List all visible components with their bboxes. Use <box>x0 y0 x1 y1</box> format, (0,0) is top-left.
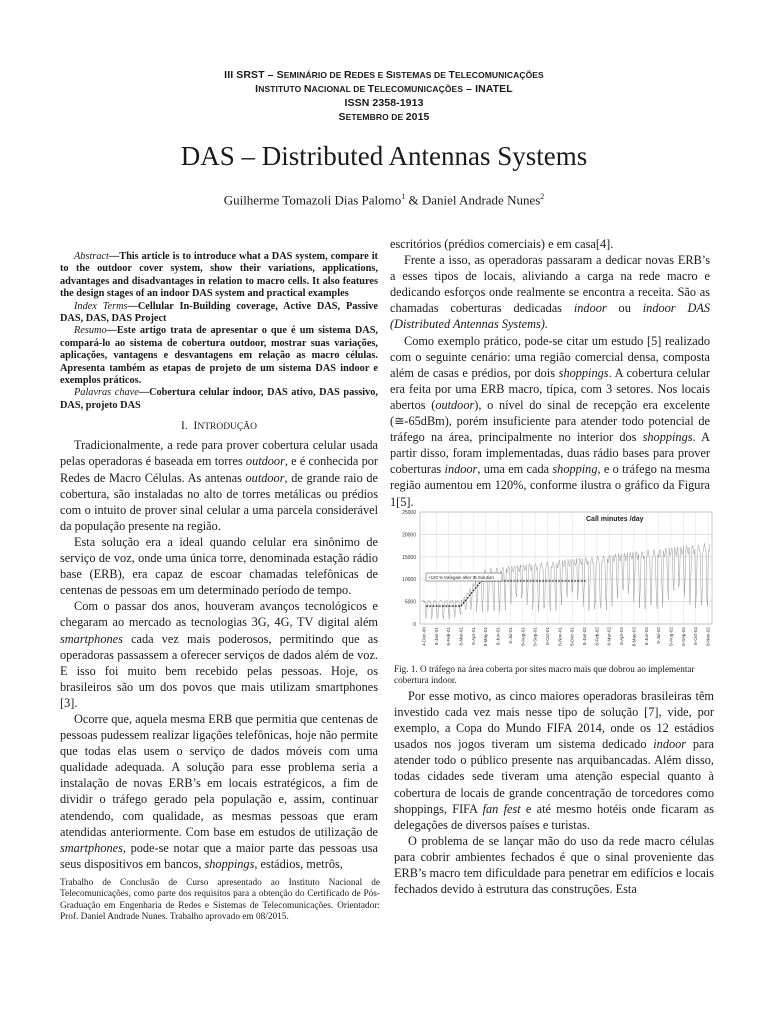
y-tick-label: 5000 <box>404 599 416 606</box>
right-paragraph-3: Como exemplo prático, pode-se citar um estudo [5] realizado com o seguinte cenário: uma região comercial densa, composta além de casas e prédios, por dois shoppings. A cobertura celular era feita por uma ERB macro, típica, com 3 setores. Nos locais abertos (outdoor), o nível do sinal de recepção era excelente (≅-65dBm), porém insuficiente para atender todo potencial de tráfego na área, principalmente no interior dos shoppings. A partir disso, foram implementadas, duas rádio bases para prover coberturas indoor, uma em cada shopping, e o tráfego na mesma região aumentou em 120%, conforme ilustra o gráfico da Figura 1[5]. <box>390 333 711 509</box>
x-tick-label: 4-Dec-00 <box>421 627 427 646</box>
left-column <box>60 251 378 872</box>
traffic-chart <box>390 500 720 662</box>
chart-x-ticks <box>422 627 711 647</box>
svg-text:+120 % trafegain after IB Solu: +120 % trafegain after IB Solution <box>428 575 494 580</box>
abstract: Abstract—This article is to introduce what a DAS system, compare it to the outdoor cover system, show their variations, applications, advantages and disadvantages in relation to macro cells. It also features the design stages of an indoor DAS system and practical examples <box>60 251 378 300</box>
avg-transition-line <box>461 581 481 606</box>
x-tick-label: 8-Nov-02 <box>705 627 711 646</box>
right-column <box>390 236 710 510</box>
y-tick-label: 25000 <box>402 510 416 516</box>
date-line: SETEMBRO DE 2015 <box>338 111 430 123</box>
x-tick-label: 8-Jun-01 <box>495 627 501 646</box>
x-tick-label: 8-Sep-02 <box>680 627 686 646</box>
x-tick-label: 8-Aug-01 <box>520 627 526 646</box>
x-tick-label: 8-Jan-02 <box>582 627 588 646</box>
section-heading-introducao: I. INTRODUÇÃO <box>181 420 257 433</box>
x-tick-label: 8-Mar-02 <box>606 627 612 646</box>
x-tick-label: 8-Oct-01 <box>544 627 550 645</box>
x-tick-label: 8-Jan-01 <box>433 627 439 646</box>
figure-caption: Fig. 1. O tráfego na área coberta por sites macro mais que dobrou ao implementar cobertura indoor. <box>394 664 695 686</box>
x-tick-label: 8-Aug-02 <box>668 627 674 646</box>
institute-header-line: INSTITUTO NACIONAL DE TELECOMUNICAÇÕES – INATEL <box>255 83 513 95</box>
y-tick-label: 10000 <box>402 577 416 584</box>
x-tick-label: 8-Jul-01 <box>507 627 513 644</box>
right-column-bottom <box>394 688 714 897</box>
right-paragraph-1: escritórios (prédios comerciais) e em casa[4]. <box>390 237 614 251</box>
paper-authors: Guilherme Tomazoli Dias Palomo$^1$ & Daniel Andrade Nunes$^2$ <box>223 192 545 208</box>
conference-header-line1: III SRST – SEMINÁRIO DE REDES E SISTEMAS DE TELECOMUNICAÇÕES <box>224 69 544 81</box>
x-tick-label: 8-May-02 <box>631 627 637 647</box>
x-tick-label: 8-Dec-01 <box>569 627 575 646</box>
resumo: Resumo—Este artigo trata de apresentar o que é um sistema DAS, compará-lo ao sistema de cobertura outdoor, mostrar suas variações, aplicações, vantagens e desvantagens em relação as macro células. Apresenta também as etapas de projeto de um sistema DAS indoor e exemplos práticos. <box>60 325 378 387</box>
x-tick-label: 8-Mar-01 <box>458 627 464 646</box>
x-tick-label: 8-Jun-02 <box>643 627 649 646</box>
x-tick-label: 8-Apr-02 <box>619 627 625 645</box>
x-tick-label: 8-May-01 <box>483 627 489 647</box>
palavras-chave: Palavras chave—Cobertura celular indoor, DAS ativo, DAS passivo, DAS, projeto DAS <box>60 387 378 411</box>
x-tick-label: 8-Feb-01 <box>446 627 452 646</box>
intro-paragraph-3: Com o passar dos anos, houveram avanços tecnológicos e chegaram ao mercado as tecnologias 3G, 4G, TV digital além smartphones cada vez mais poderosos, permitindo que as operadoras passassem a oferecer serviços de dados além de voz. E isso foi muito bem recebido pelas pessoas. Hoje, os brasileiros são um dos povos que mais utilizam smartphones [3]. <box>60 599 378 710</box>
index-terms: Index Terms—Cellular In-Building coverage, Active DAS, Passive DAS, DAS, DAS Project <box>60 300 378 325</box>
intro-paragraph-2: Esta solução era a ideal quando celular era sinônimo de serviço de voz, onde uma única torre, denominada estação rádio base (ERB), era capaz de escoar chamadas telefônicas de centenas de pessoas em um determinado período de tempo. <box>60 534 378 598</box>
chart-title: Call minutes /day <box>586 516 644 523</box>
y-tick-label: 20000 <box>402 532 416 539</box>
right-paragraph-5: O problema de se lançar mão do uso da rede macro células para cobrir ambientes fechados é que o sinal proveniente das ERB’s macro tem dificuldade para penetrar em edifícios e locais fechados devido à estrutura das construções. Esta <box>394 833 714 897</box>
footnote: Trabalho de Conclusão de Curso apresentado ao Instituto Nacional de Telecomunicações, como parte dos requisitos para a obtenção do Certificado de Pós-Graduação em Engenharia de Redes e Sistemas de Telecomunicações. Orientador: Prof. Daniel Andrade Nunes. Trabalho aprovado em 08/2015. <box>60 878 380 923</box>
x-tick-label: 8-Nov-01 <box>557 627 563 646</box>
issn-line: ISSN 2358-1913 <box>344 97 424 109</box>
y-tick-label: 0 <box>413 622 416 628</box>
paper-title: DAS – Distributed Antennas Systems <box>180 141 588 171</box>
right-paragraph-4: Por esse motivo, as cinco maiores operadoras brasileiras têm investido cada vez mais nesse tipo de solução [7], vide, por exemplo, a Copa do Mundo FIFA 2014, onde os 12 estádios usados nos jogos tiveram um sistema dedicado indoor para atender todo o público presente nas arquibancadas. Além disso, todas cidades sede tiveram uma atenção especial quanto à cobertura de locais de grande concentração de torcedores como shoppings, FIFA fan fest e até mesmo hotéis onde ficaram as delegações de diversos países e turistas. <box>394 689 715 832</box>
x-tick-label: 8-Apr-01 <box>470 627 476 645</box>
right-paragraph-2: Frente a isso, as operadoras passaram a dedicar novas ERB’s a esses tipos de locais, aliviando a carga na rede macro e dedicando esforços onde realmente se encontra a receita. São as chamadas coberturas dedicadas indoor ou indoor DAS (Distributed Antennas Systems). <box>390 253 710 332</box>
chart-annotation <box>426 573 502 581</box>
x-tick-label: 8-Sep-01 <box>532 627 538 646</box>
intro-paragraph-1: Tradicionalmente, a rede para prover cobertura celular usada pelas operadoras é baseada em torres outdoor, e é conhecida por Redes de Macro Células. As antenas outdoor, de grande raio de cobertura, são instaladas no alto de torres metálicas ou prédios com o intuito de prover sinal celular a uma parcela considerável da população presente na região. <box>60 438 378 533</box>
x-tick-label: 8-Feb-02 <box>594 627 600 646</box>
x-tick-label: 8-Jul-02 <box>656 627 662 644</box>
chart-y-ticks <box>402 510 416 628</box>
y-tick-label: 15000 <box>402 554 416 561</box>
x-tick-label: 8-Oct-02 <box>693 627 699 645</box>
intro-paragraph-4: Ocorre que, aquela mesma ERB que permitia que centenas de pessoas pudessem realizar ligações telefônicas, hoje não permite que todas elas usem o serviço de dados móveis com uma qualidade adequada. A solução para esse problema seria a instalação de novas ERB’s em locais estratégicos, a fim de dividir o tráfego gerado pela população e, assim, continuar atendendo, com qualidade, as mesmas pessoas que eram atendidas anteriormente. Com base em estudos de utilização de smartphones, pode-se notar que a maior parte das pessoas usa seus dispositivos em bancos, shoppings, estádios, metrôs, <box>60 711 378 871</box>
